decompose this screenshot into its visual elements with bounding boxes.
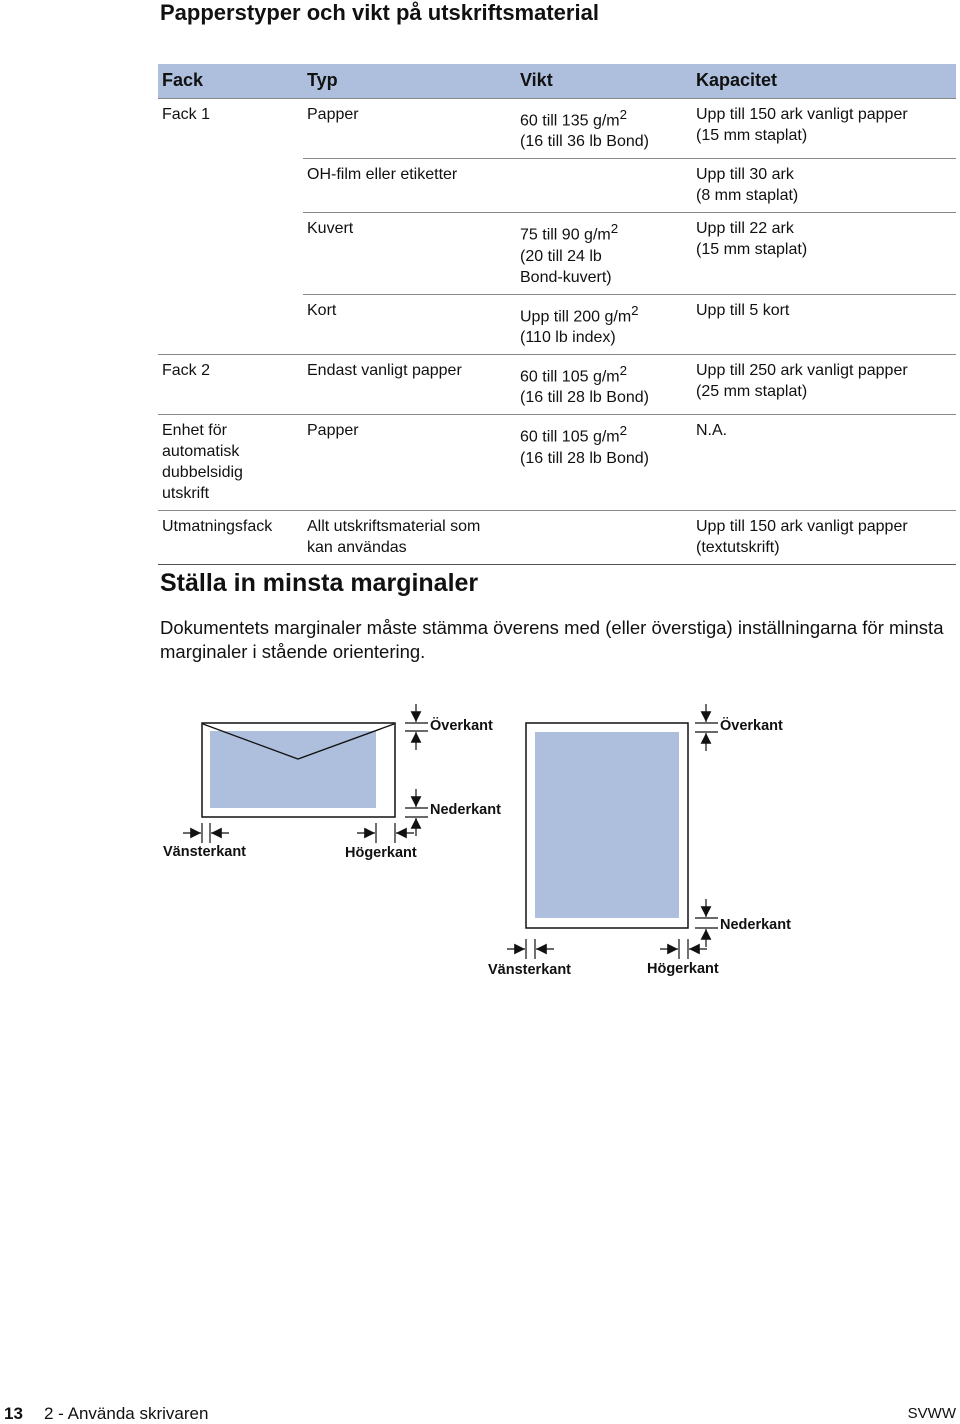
- paper-left-label: Vänsterkant: [488, 962, 572, 978]
- col-header-vikt: Vikt: [516, 64, 692, 99]
- page-title: Papperstyper och vikt på utskriftsmaterial: [160, 0, 599, 25]
- section-paragraph: Dokumentets marginaler måste stämma överens med (eller överstiga) inställningarna för minsta marginaler i stående orientering.: [160, 617, 944, 662]
- cell-kapacitet: Upp till 150 ark vanligt papper (15 mm staplat): [692, 99, 956, 159]
- cell-vikt: [516, 159, 692, 213]
- envelope-right-label: Högerkant: [345, 845, 417, 861]
- cell-typ: Papper: [303, 99, 516, 159]
- cell-vikt: 75 till 90 $g/m^2$ (20 till 24 lb Bond-kuvert): [516, 213, 692, 294]
- cell-typ: Kort: [303, 294, 516, 354]
- envelope-left-marker: [183, 823, 229, 843]
- cell-fack: Enhet för automatisk dubbelsidig utskrift: [158, 415, 303, 511]
- cell-vikt: 60 till 105 $g/m^2$ (16 till 28 lb Bond): [516, 415, 692, 511]
- cell-kapacitet: Upp till 22 ark (15 mm staplat): [692, 213, 956, 294]
- paper-right-label: Högerkant: [647, 961, 719, 977]
- cell-fack: Fack 2: [158, 354, 303, 414]
- col-header-typ: Typ: [303, 64, 516, 99]
- envelope-bottom-marker: [405, 789, 428, 836]
- envelope-top-label: Överkant: [430, 718, 493, 734]
- page-number: 13: [4, 1404, 23, 1423]
- margins-diagram: [0, 690, 960, 990]
- table-header-row: [158, 64, 956, 99]
- chapter-title: 2 - Använda skrivaren: [44, 1404, 209, 1423]
- table-row: [158, 511, 956, 565]
- section-title: Ställa in minsta marginaler: [160, 569, 479, 597]
- cell-typ: Papper: [303, 415, 516, 511]
- cell-kapacitet: Upp till 150 ark vanligt papper (textutskrift): [692, 511, 956, 565]
- cell-kapacitet: Upp till 250 ark vanligt papper (25 mm staplat): [692, 354, 956, 414]
- envelope-left-label: Vänsterkant: [163, 844, 247, 860]
- table-row: [158, 159, 956, 213]
- cell-vikt: 60 till 105 $g/m^2$ (16 till 28 lb Bond): [516, 354, 692, 414]
- envelope-top-marker: [405, 704, 428, 750]
- paper-print-area: [535, 732, 679, 918]
- paper-bottom-label: Nederkant: [720, 917, 791, 933]
- envelope-print-area: [210, 731, 376, 808]
- paper-top-marker: [695, 704, 718, 751]
- cell-vikt: [516, 511, 692, 565]
- cell-fack: [158, 159, 303, 213]
- envelope-illustration: [202, 723, 395, 817]
- paper-left-marker: [507, 939, 554, 959]
- paper-top-label: Överkant: [720, 718, 783, 734]
- table-row: [158, 213, 956, 294]
- cell-vikt: 60 till 135 $g/m^2$ (16 till 36 lb Bond): [516, 99, 692, 159]
- cell-kapacitet: N.A.: [692, 415, 956, 511]
- cell-typ: Allt utskriftsmaterial som kan användas: [303, 511, 516, 565]
- page-footer: [0, 1404, 960, 1423]
- paper-right-marker: [660, 939, 707, 959]
- cell-fack: Fack 1: [162, 106, 211, 123]
- col-header-fack: Fack: [158, 64, 303, 99]
- table-row: [158, 294, 956, 354]
- envelope-bottom-label: Nederkant: [430, 802, 501, 818]
- cell-fack: Utmatningsfack: [158, 511, 303, 565]
- cell-typ: OH-film eller etiketter: [303, 159, 516, 213]
- table-row: [158, 354, 956, 414]
- table-row: [158, 415, 956, 511]
- paper-bottom-marker: [695, 899, 718, 947]
- cell-vikt: Upp till 200 $g/m^2$ (110 lb index): [516, 294, 692, 354]
- locale-code: SVWW: [907, 1405, 956, 1422]
- col-header-kapacitet: Kapacitet: [692, 64, 956, 99]
- cell-typ: Kuvert: [303, 213, 516, 294]
- cell-kapacitet: Upp till 5 kort: [692, 294, 956, 354]
- envelope-right-marker: [357, 823, 414, 843]
- table-row: [158, 99, 956, 159]
- cell-fack: [158, 213, 303, 294]
- media-table: [158, 64, 956, 565]
- paper-illustration: [526, 723, 688, 928]
- cell-kapacitet: Upp till 30 ark (8 mm staplat): [692, 159, 956, 213]
- cell-typ: Endast vanligt papper: [303, 354, 516, 414]
- cell-fack: [158, 294, 303, 354]
